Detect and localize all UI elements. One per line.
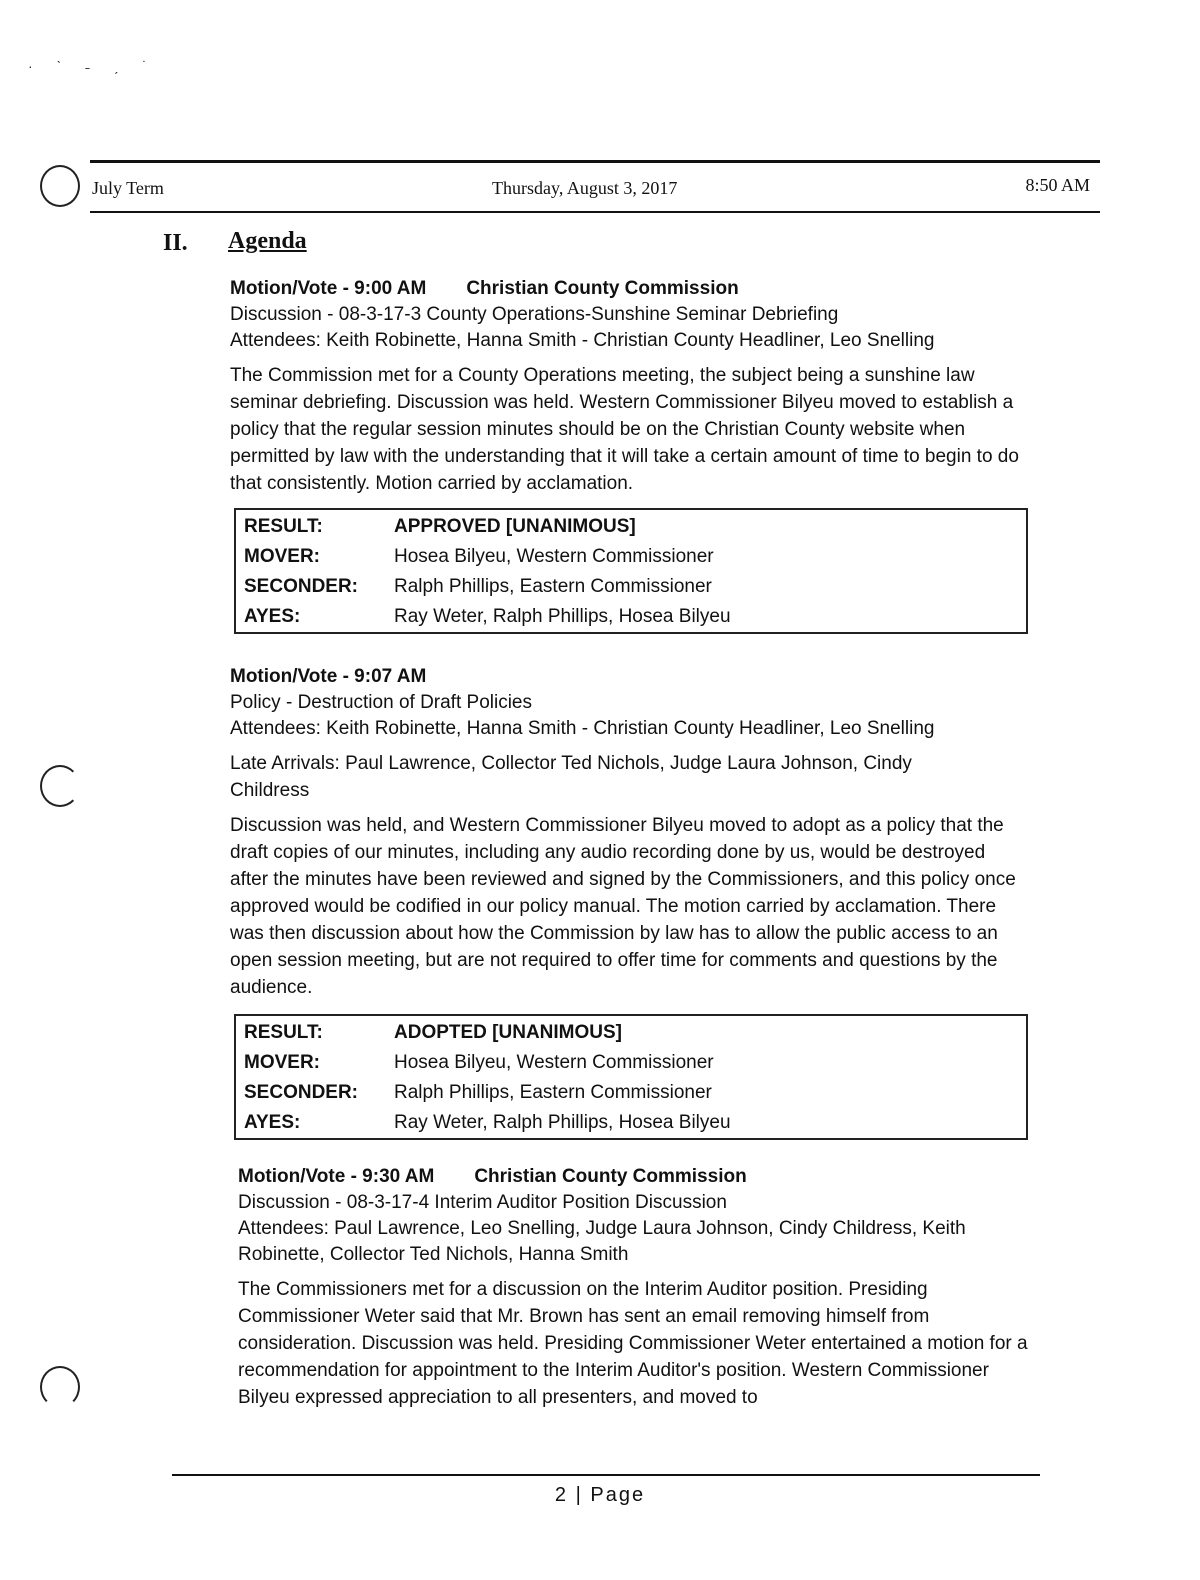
motion-block-3 [238,1164,1028,1411]
motion-heading [230,664,1020,690]
mover-label: MOVER: [244,1052,320,1073]
motion-body: The Commissioners met for a discussion on the Interim Auditor position. Presiding Commissioner Weter said that Mr. Brown has sent an email removing himself from consideration. Discussion was held. Presiding Commissioner Weter entertained a motion for a recommendation for appointment to the Interim Auditor's position. Western Commissioner Bilyeu expressed appreciation to all presenters, and moved to [238,1279,1028,1408]
header-date: Thursday, August 3, 2017 [492,178,678,198]
section-title: Agenda [228,228,307,254]
scan-artifact: · ˋ ˗ ˏ ˙ [28,58,157,74]
motion-heading [238,1164,1028,1190]
motion-block-2 [230,664,1020,1001]
motion-time: Motion/Vote - 9:07 AM [230,666,427,687]
seconder-label: SECONDER: [244,1082,359,1103]
ayes-label: AYES: [244,1112,301,1133]
mover-label: MOVER: [244,546,320,567]
result-label: RESULT: [244,516,323,537]
motion-time: Motion/Vote - 9:30 AM [238,1166,435,1187]
ayes-label: AYES: [244,606,301,627]
page-header [90,160,1100,213]
motion-topic: Discussion - 08-3-17-4 Interim Auditor Position Discussion [238,1192,727,1213]
mover-value: Hosea Bilyeu, Western Commissioner [394,546,714,567]
punch-hole [40,165,80,207]
result-value: ADOPTED [UNANIMOUS] [394,1022,622,1043]
punch-hole [40,765,80,807]
seconder-label: SECONDER: [244,576,359,597]
motion-body: The Commission met for a County Operations meeting, the subject being a sunshine law seminar debriefing. Discussion was held. Western Commissioner Bilyeu moved to establish a policy that the regular session minutes should be on the Christian County website when permitted by law with the understanding that it will take a certain amount of time to begin to do that consistently. Motion carried by acclamation. [230,365,1019,494]
punch-hole [40,1366,80,1408]
motion-topic: Policy - Destruction of Draft Policies [230,692,532,713]
motion-org: Christian County Commission [474,1166,747,1187]
motion-attendees: Attendees: Keith Robinette, Hanna Smith - Christian County Headliner, Leo Snelling [230,330,935,351]
seconder-value: Ralph Phillips, Eastern Commissioner [394,576,712,597]
seconder-value: Ralph Phillips, Eastern Commissioner [394,1082,712,1103]
header-time: 8:50 AM [1025,175,1090,195]
motion-attendees: Attendees: Paul Lawrence, Leo Snelling, Judge Laura Johnson, Cindy Childress, Keith Robinette, Collector Ted Nichols, Hanna Smith [238,1218,966,1265]
result-value: APPROVED [UNANIMOUS] [394,516,636,537]
motion-time: Motion/Vote - 9:00 AM [230,278,427,299]
motion-attendees: Attendees: Keith Robinette, Hanna Smith - Christian County Headliner, Leo Snelling [230,718,935,739]
section-number: II. [163,230,188,256]
ayes-value: Ray Weter, Ralph Phillips, Hosea Bilyeu [394,1112,731,1133]
vote-box-1 [234,508,1028,634]
motion-topic: Discussion - 08-3-17-3 County Operations-Sunshine Seminar Debriefing [230,304,839,325]
header-term: July Term [92,178,164,198]
motion-block-1 [230,276,1020,497]
ayes-value: Ray Weter, Ralph Phillips, Hosea Bilyeu [394,606,731,627]
motion-heading [230,276,1020,302]
result-label: RESULT: [244,1022,323,1043]
motion-org: Christian County Commission [466,278,739,299]
page-number: 2 | Page [554,1484,646,1506]
vote-box-2 [234,1014,1028,1140]
motion-body: Discussion was held, and Western Commissioner Bilyeu moved to adopt as a policy that the draft copies of our minutes, including any audio recording done by us, would be destroyed after the minutes have been reviewed and signed by the Commissioners, and this policy once approved would be codified in our policy manual. The motion carried by acclamation. There was then discussion about how the Commission by law has to allow the public access to an open session meeting, but are not required to offer time for comments and questions by the audience. [230,815,1016,998]
footer-rule [172,1474,1040,1476]
mover-value: Hosea Bilyeu, Western Commissioner [394,1052,714,1073]
motion-late-arrivals: Late Arrivals: Paul Lawrence, Collector Ted Nichols, Judge Laura Johnson, Cindy Childress [230,753,912,801]
